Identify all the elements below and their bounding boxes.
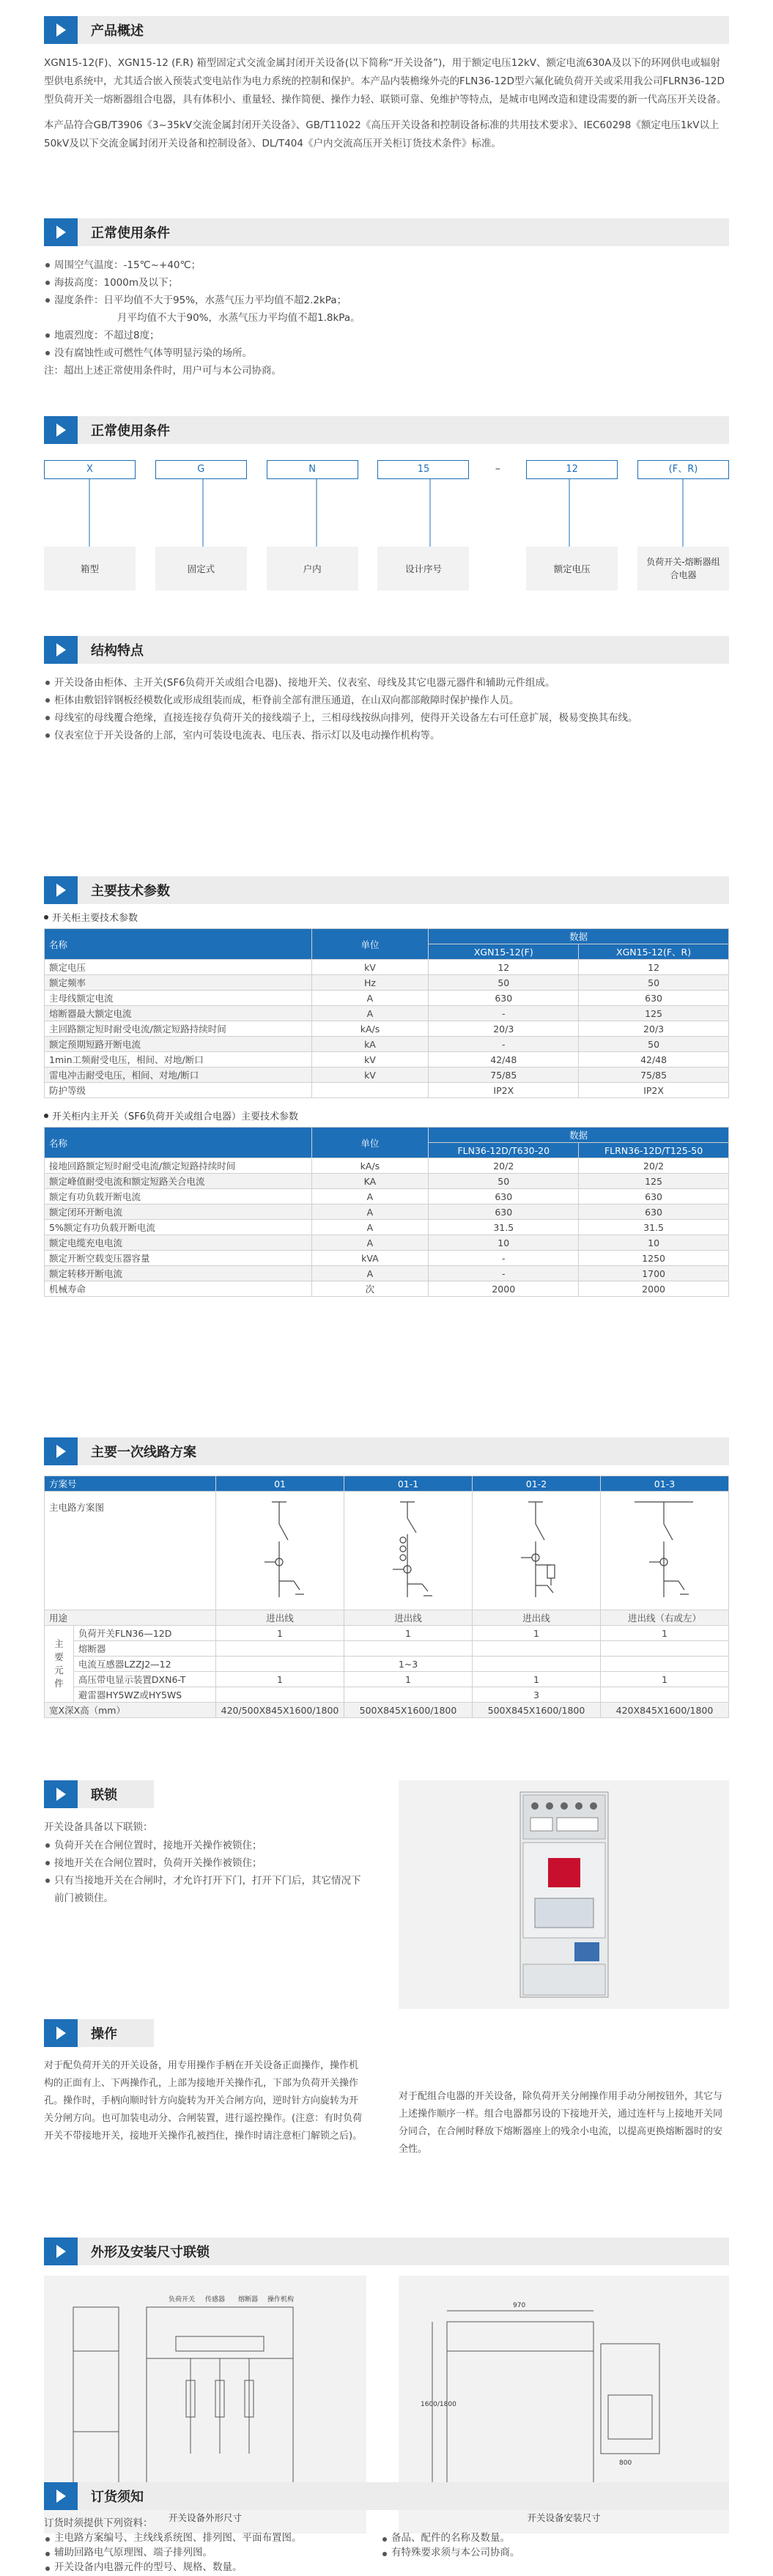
connector-lines	[44, 479, 729, 552]
operation-section	[44, 2019, 366, 2145]
table-row	[45, 1052, 729, 1067]
tech-section	[44, 876, 729, 1297]
table-caption: 开关柜主要技术参数	[44, 910, 729, 924]
section-title: 正常使用条件	[91, 423, 170, 439]
list-item: 只有当接地开关在合闸时，才允许打开下门，打开下门后，其它情况下前门被锁住。	[44, 1872, 366, 1907]
table-cell: 50	[579, 1037, 729, 1052]
header-cell: 01	[216, 1476, 344, 1492]
code-box: (F、R)	[637, 460, 729, 479]
structure-list	[44, 674, 729, 744]
intro-text: 开关设备具备以下联锁：	[44, 1821, 153, 1833]
table-cell: 20/2	[429, 1158, 579, 1174]
header-cell: 单位	[311, 929, 429, 960]
list-item: 地震烈度：不超过8度；	[44, 327, 729, 344]
list-item: 开关设备内电器元件的型号、规格、数量。	[44, 2560, 381, 2575]
table-cell	[600, 1641, 728, 1657]
arrow-icon	[44, 2019, 78, 2047]
table-cell	[600, 1657, 728, 1672]
section-header	[44, 416, 729, 444]
arrow-icon	[44, 1437, 78, 1465]
list-item: 备品、配件的名称及数量。	[381, 2531, 520, 2545]
component-name: 熔断器	[73, 1641, 215, 1657]
scheme-section	[44, 1437, 729, 1718]
table-cell: 进出线	[216, 1610, 344, 1626]
code-box: G	[155, 460, 247, 479]
table-row	[45, 1067, 729, 1083]
section-header	[44, 218, 729, 246]
table-cell: 熔断器最大额定电流	[45, 1006, 312, 1021]
section-title: 正常使用条件	[91, 226, 170, 241]
interlock-list	[44, 1837, 366, 1907]
list-item: 周围空气温度：-15℃~+40℃；	[44, 256, 729, 274]
drawing-label: 负荷开关	[169, 2296, 196, 2303]
switchgear-cabinet-illustration	[513, 1788, 615, 2001]
table-cell: 1~3	[344, 1657, 473, 1672]
drawing-caption: 开关设备安装尺寸	[527, 2512, 601, 2523]
table-row	[45, 1204, 729, 1220]
operation-paragraph: 对于配负荷开关的开关设备，用专用操作手柄在开关设备正面操作，操作机构的正面有上、下两操作孔，上部为接地开关操作孔，下部为负荷开关操作孔。操作时，手柄向顺时针方向旋转为开关合闸方向，逆时针方向旋转为开关分闸方向。也可加装电动分、合闸装置，进行遥控操作。(注意：有时负荷开关不带接地开关，接地开关操作孔被挡住，操作时请注意柜门解锁之后)。	[44, 2060, 363, 2142]
section-title: 订货须知	[91, 2490, 144, 2505]
table-cell: 12	[429, 960, 579, 975]
header-cell: 单位	[311, 1128, 429, 1158]
component-name: 负荷开关FLN36—12D	[73, 1626, 215, 1641]
table-row	[45, 975, 729, 991]
table-row	[45, 960, 729, 975]
table-cell: 42/48	[579, 1052, 729, 1067]
table-cell: 1	[216, 1626, 344, 1641]
table-cell: 630	[429, 1204, 579, 1220]
label-row	[44, 547, 729, 591]
table-cell: 125	[579, 1006, 729, 1021]
header-cell: 数据	[429, 929, 729, 944]
code-box: 15	[377, 460, 469, 479]
table-cell: A	[311, 1220, 429, 1235]
row-label: 用途	[45, 1610, 216, 1626]
table-cell: 额定有功负载开断电流	[45, 1189, 312, 1204]
table-cell: -	[429, 1037, 579, 1052]
table-cell: 额定闭环开断电流	[45, 1204, 312, 1220]
dimension-section	[44, 2238, 729, 2276]
table-cell: 1	[473, 1672, 601, 1687]
cabinet-photo	[399, 1780, 729, 2009]
table-cell: 额定峰值耐受电流和额定短路关合电流	[45, 1174, 312, 1189]
table-cell	[216, 1657, 344, 1672]
list-item: 没有腐蚀性或可燃性气体等明显污染的场所。	[44, 344, 729, 362]
table-row	[45, 1235, 729, 1251]
section-header	[44, 2238, 729, 2265]
header-cell: 名称	[45, 1128, 312, 1158]
table-cell: 630	[579, 1204, 729, 1220]
section-title: 产品概述	[91, 23, 144, 39]
table-cell: 630	[579, 991, 729, 1006]
order-list-right	[381, 2531, 520, 2575]
table-cell: 1250	[579, 1251, 729, 1266]
table-cell: 10	[579, 1235, 729, 1251]
outline-drawing	[59, 2285, 352, 2505]
list-item: 开关设备由柜体、主开关(SF6负荷开关或组合电器)、接地开关、仪表室、母线及其它电器元器件和辅助元件组成。	[44, 674, 729, 692]
row-label: 宽X深X高（mm）	[45, 1703, 216, 1718]
table-cell: 主母线额定电流	[45, 991, 312, 1006]
table-cell	[473, 1641, 601, 1657]
component-name: 避雷器HY5WZ或HY5WS	[73, 1687, 215, 1703]
header-cell: 方案号	[45, 1476, 216, 1492]
table-cell: 125	[579, 1174, 729, 1189]
table-cell: 2000	[429, 1281, 579, 1297]
table-cell	[216, 1687, 344, 1703]
drawing-label: 1600/1800	[420, 2401, 456, 2408]
section-header	[44, 876, 729, 904]
circuit-diagram	[216, 1492, 344, 1610]
table-cell: 1min工频耐受电压，相间、对地/断口	[45, 1052, 312, 1067]
list-item: 有特殊要求须与本公司协商。	[381, 2545, 520, 2560]
table-cell: A	[311, 1204, 429, 1220]
header-cell: XGN15-12(F、R)	[579, 944, 729, 960]
component-name: 高压带电显示装置DXN6-T	[73, 1672, 215, 1687]
table-row	[45, 1174, 729, 1189]
section-title: 外形及安装尺寸联锁	[91, 2245, 210, 2260]
table-cell: 额定转移开断电流	[45, 1266, 312, 1281]
code-box: 12	[526, 460, 618, 479]
table-cell: -	[429, 1266, 579, 1281]
order-section	[44, 2482, 729, 2575]
drawing-label: 970	[512, 2302, 525, 2309]
arrow-icon	[44, 1780, 78, 1808]
circuit-diagram	[473, 1492, 601, 1610]
standards-paragraph: 本产品符合GB/T3906《3~35kV交流金属封闭开关设备》、GB/T11022《高压开关设备和控制设备标准的共用技术要求》、IEC60298《额定电压1kV以上50kV及以下交流金属封闭开关设备和控制设备》、DL/T404《户内交流高压开关柜订货技术条件》标准。	[44, 119, 720, 149]
section-header	[44, 1437, 729, 1465]
arrow-icon	[44, 218, 78, 246]
table-cell: 31.5	[429, 1220, 579, 1235]
table-cell	[344, 1641, 473, 1657]
main-components-label: 主要元件	[45, 1626, 74, 1703]
header-cell: 01-3	[600, 1476, 728, 1492]
arrow-icon	[44, 636, 78, 664]
table-cell: A	[311, 1266, 429, 1281]
table-cell: 75/85	[429, 1067, 579, 1083]
table-cell: 75/85	[579, 1067, 729, 1083]
section-title: 联锁	[91, 1788, 117, 1803]
drawing-label: 熔断器	[238, 2296, 259, 2303]
intro-text: 订货时须提供下列资料：	[44, 2517, 153, 2529]
install-drawing	[418, 2285, 711, 2505]
list-item: 接地开关在合闸位置时，负荷开关操作被锁住；	[44, 1854, 366, 1872]
table-row	[45, 1687, 729, 1703]
table-cell: 进出线	[344, 1610, 473, 1626]
table-row	[45, 1037, 729, 1052]
table-cell: 630	[429, 991, 579, 1006]
circuit-diagram	[600, 1492, 728, 1610]
table-caption: 开关柜内主开关（SF6负荷开关或组合电器）主要技术参数	[44, 1109, 729, 1122]
arrow-icon	[44, 876, 78, 904]
drawing-label: 操作机构	[267, 2296, 295, 2303]
table-row	[45, 1641, 729, 1657]
table-row	[45, 1657, 729, 1672]
table-cell: 50	[579, 975, 729, 991]
table-cell: 500X845X1600/1800	[344, 1703, 473, 1718]
overview-paragraph: XGN15-12(F)、XGN15-12 (F.R) 箱型固定式交流金属封闭开关设备(以下简称“开关设备”)，用于额定电压12kV、额定电流630A及以下的环网供电或辐射型供电系统中，尤其适合嵌入预装式变电站作为电力系统的控制和保护。本产品内装檐缘外壳的FLN36-12D型六氟化硫负荷开关或采用我公司FLRN36-12D型负荷开关一熔断器组合电器，具有体积小、重量轻、操作简便、操作力轻、联锁可靠、免维护等特点，是城市电网改造和建设需要的新一代高压开关设备。	[44, 57, 727, 106]
arrow-icon	[44, 2238, 78, 2265]
table-cell	[344, 1687, 473, 1703]
table-cell: 20/3	[579, 1021, 729, 1037]
table-cell: 接地回路额定短时耐受电流/额定短路持续时间	[45, 1158, 312, 1174]
code-box: X	[44, 460, 136, 479]
arrow-icon	[44, 16, 78, 44]
table-cell: kVA	[311, 1251, 429, 1266]
table-cell: 1	[216, 1672, 344, 1687]
table-cell: IP2X	[579, 1083, 729, 1098]
table-cell	[216, 1641, 344, 1657]
table-cell: 420X845X1600/1800	[600, 1703, 728, 1718]
drawing-label: 传感器	[205, 2296, 226, 2303]
table-cell: 50	[429, 1174, 579, 1189]
section-header	[44, 1780, 154, 1808]
table-cell: 1	[344, 1672, 473, 1687]
section-title: 主要技术参数	[91, 884, 170, 899]
header-cell: 01-1	[344, 1476, 473, 1492]
order-list-left	[44, 2531, 381, 2575]
table-cell: 1	[344, 1626, 473, 1641]
table-row	[45, 1281, 729, 1297]
table-cell: kA/s	[311, 1021, 429, 1037]
table-row	[45, 1672, 729, 1687]
interlock-section	[44, 1780, 366, 1907]
table-cell: 进出线（右或左）	[600, 1610, 728, 1626]
code-label: 户内	[267, 547, 358, 591]
table-cell: 额定开断空载变压器容量	[45, 1251, 312, 1266]
table-row	[45, 1158, 729, 1174]
note-text: 注：超出上述正常使用条件时，用户可与本公司协商。	[44, 365, 281, 377]
table-cell	[473, 1657, 601, 1672]
section-header	[44, 16, 729, 44]
section-title: 操作	[91, 2027, 117, 2042]
code-label: 固定式	[155, 547, 247, 591]
code-label: 额定电压	[526, 547, 618, 591]
section-title: 主要一次线路方案	[91, 1445, 196, 1460]
table-cell: 额定预期短路开断电流	[45, 1037, 312, 1052]
code-label: 设计序号	[377, 547, 469, 591]
table-cell: 1700	[579, 1266, 729, 1281]
list-item: 仪表室位于开关设备的上部，室内可装设电流表、电压表、指示灯以及电动操作机构等。	[44, 727, 729, 744]
table-cell: 雷电冲击耐受电压，相间、对地/断口	[45, 1067, 312, 1083]
operation-paragraph-right: 对于配组合电器的开关设备，除负荷开关分闸操作用手动分闸按钮外，其它与上述操作顺序一样。组合电器都另设的下接地开关，通过连杆与上接地开关同分同合，在合闸时释放下熔断器座上的残余小电流，以提高更换熔断器时的安全性。	[399, 2091, 723, 2155]
table-cell: 进出线	[473, 1610, 601, 1626]
table-cell: 2000	[579, 1281, 729, 1297]
list-item: 辅助回路电气原理图、端子排列图。	[44, 2545, 381, 2560]
table-cell: 次	[311, 1281, 429, 1297]
list-item: 湿度条件：日平均值不大于95%，水蒸气压力平均值不超2.2kPa；	[44, 292, 729, 309]
tech-table-2	[44, 1127, 729, 1297]
table-cell: kV	[311, 1052, 429, 1067]
header-cell: FLRN36-12D/T125-50	[579, 1143, 729, 1158]
table-cell: A	[311, 1189, 429, 1204]
table-row	[45, 1189, 729, 1204]
code-label: 负荷开关-熔断器组合电器	[637, 547, 729, 591]
table-cell: kV	[311, 960, 429, 975]
table-cell: -	[429, 1251, 579, 1266]
table-cell: 3	[473, 1687, 601, 1703]
header-cell: 数据	[429, 1128, 729, 1143]
tech-table-1	[44, 928, 729, 1098]
table-cell: A	[311, 1235, 429, 1251]
table-cell: 5%额定有功负载开断电流	[45, 1220, 312, 1235]
model-section	[44, 416, 729, 601]
table-cell: 500X845X1600/1800	[473, 1703, 601, 1718]
table-cell: KA	[311, 1174, 429, 1189]
table-cell: 50	[429, 975, 579, 991]
table-cell: 额定电缆充电电流	[45, 1235, 312, 1251]
table-cell: 20/2	[579, 1158, 729, 1174]
table-cell: 20/3	[429, 1021, 579, 1037]
order-lists	[44, 2531, 729, 2575]
component-name: 电流互感器LZZJ2—12	[73, 1657, 215, 1672]
list-item: 海拔高度：1000m及以下；	[44, 274, 729, 292]
header-cell: FLN36-12D/T630-20	[429, 1143, 579, 1158]
table-row	[45, 991, 729, 1006]
table-cell: kA/s	[311, 1158, 429, 1174]
diagram-label: 主电路方案图	[45, 1492, 216, 1610]
table-cell: -	[429, 1006, 579, 1021]
table-cell: 630	[579, 1189, 729, 1204]
table-cell: A	[311, 1006, 429, 1021]
table-cell: 额定电压	[45, 960, 312, 975]
table-row	[45, 1251, 729, 1266]
table-cell: IP2X	[429, 1083, 579, 1098]
circuit-diagram	[344, 1492, 473, 1610]
drawing-caption: 开关设备外形尺寸	[168, 2512, 242, 2523]
arrow-icon	[44, 416, 78, 444]
table-row	[45, 1021, 729, 1037]
table-cell: 630	[429, 1189, 579, 1204]
code-box: N	[267, 460, 358, 479]
section-header	[44, 2019, 154, 2047]
structure-section	[44, 636, 729, 744]
arrow-icon	[44, 2482, 78, 2510]
list-item: 负荷开关在合闸位置时，接地开关操作被锁住；	[44, 1837, 366, 1854]
section-title: 结构特点	[91, 643, 144, 659]
table-cell	[600, 1687, 728, 1703]
section-header	[44, 2482, 729, 2510]
table-cell: 主回路额定短时耐受电流/额定短路持续时间	[45, 1021, 312, 1037]
table-cell: A	[311, 991, 429, 1006]
conditions-list	[44, 256, 729, 362]
conditions-section	[44, 218, 729, 380]
list-item: 月平均值不大于90%，水蒸气压力平均值不超1.8kPa。	[117, 312, 360, 324]
table-cell: 防护等级	[45, 1083, 312, 1098]
table-row	[45, 1266, 729, 1281]
dash-separator: –	[495, 463, 500, 475]
table-row	[45, 1626, 729, 1641]
table-cell: 机械寿命	[45, 1281, 312, 1297]
table-cell: 1	[600, 1672, 728, 1687]
list-item: 主电路方案编号、主线线系统图、排列图、平面布置图。	[44, 2531, 381, 2545]
table-cell: 10	[429, 1235, 579, 1251]
table-row	[45, 1220, 729, 1235]
overview-section	[44, 16, 729, 153]
table-cell: 420/500X845X1600/1800	[216, 1703, 344, 1718]
table-cell: 1	[473, 1626, 601, 1641]
header-cell: 01-2	[473, 1476, 601, 1492]
list-item: 柜体由敷铝锌钢板经模数化或形成组装而成，柜脊前全部有泄压通道，在山双向都部敞障时保护操作人员。	[44, 692, 729, 709]
code-label: 箱型	[44, 547, 136, 591]
model-code-diagram	[44, 454, 729, 601]
table-cell: kV	[311, 1067, 429, 1083]
table-cell: 额定频率	[45, 975, 312, 991]
scheme-table	[44, 1476, 729, 1718]
table-row	[45, 1006, 729, 1021]
header-cell: 名称	[45, 929, 312, 960]
header-cell: XGN15-12(F)	[429, 944, 579, 960]
table-cell: Hz	[311, 975, 429, 991]
table-cell: 1	[600, 1626, 728, 1641]
table-cell: 12	[579, 960, 729, 975]
section-header	[44, 636, 729, 664]
drawing-label: 800	[618, 2460, 632, 2467]
table-cell: 31.5	[579, 1220, 729, 1235]
list-item: 母线室的母线覆合绝缘，直接连接存负荷开关的接线端子上，三相母线按纵向排列，使得开关设备左右可任意扩展，极易变换其布线。	[44, 709, 729, 727]
table-row	[45, 1083, 729, 1098]
code-row	[44, 460, 729, 479]
table-cell: 42/48	[429, 1052, 579, 1067]
table-cell: kA	[311, 1037, 429, 1052]
table-cell	[311, 1083, 429, 1098]
